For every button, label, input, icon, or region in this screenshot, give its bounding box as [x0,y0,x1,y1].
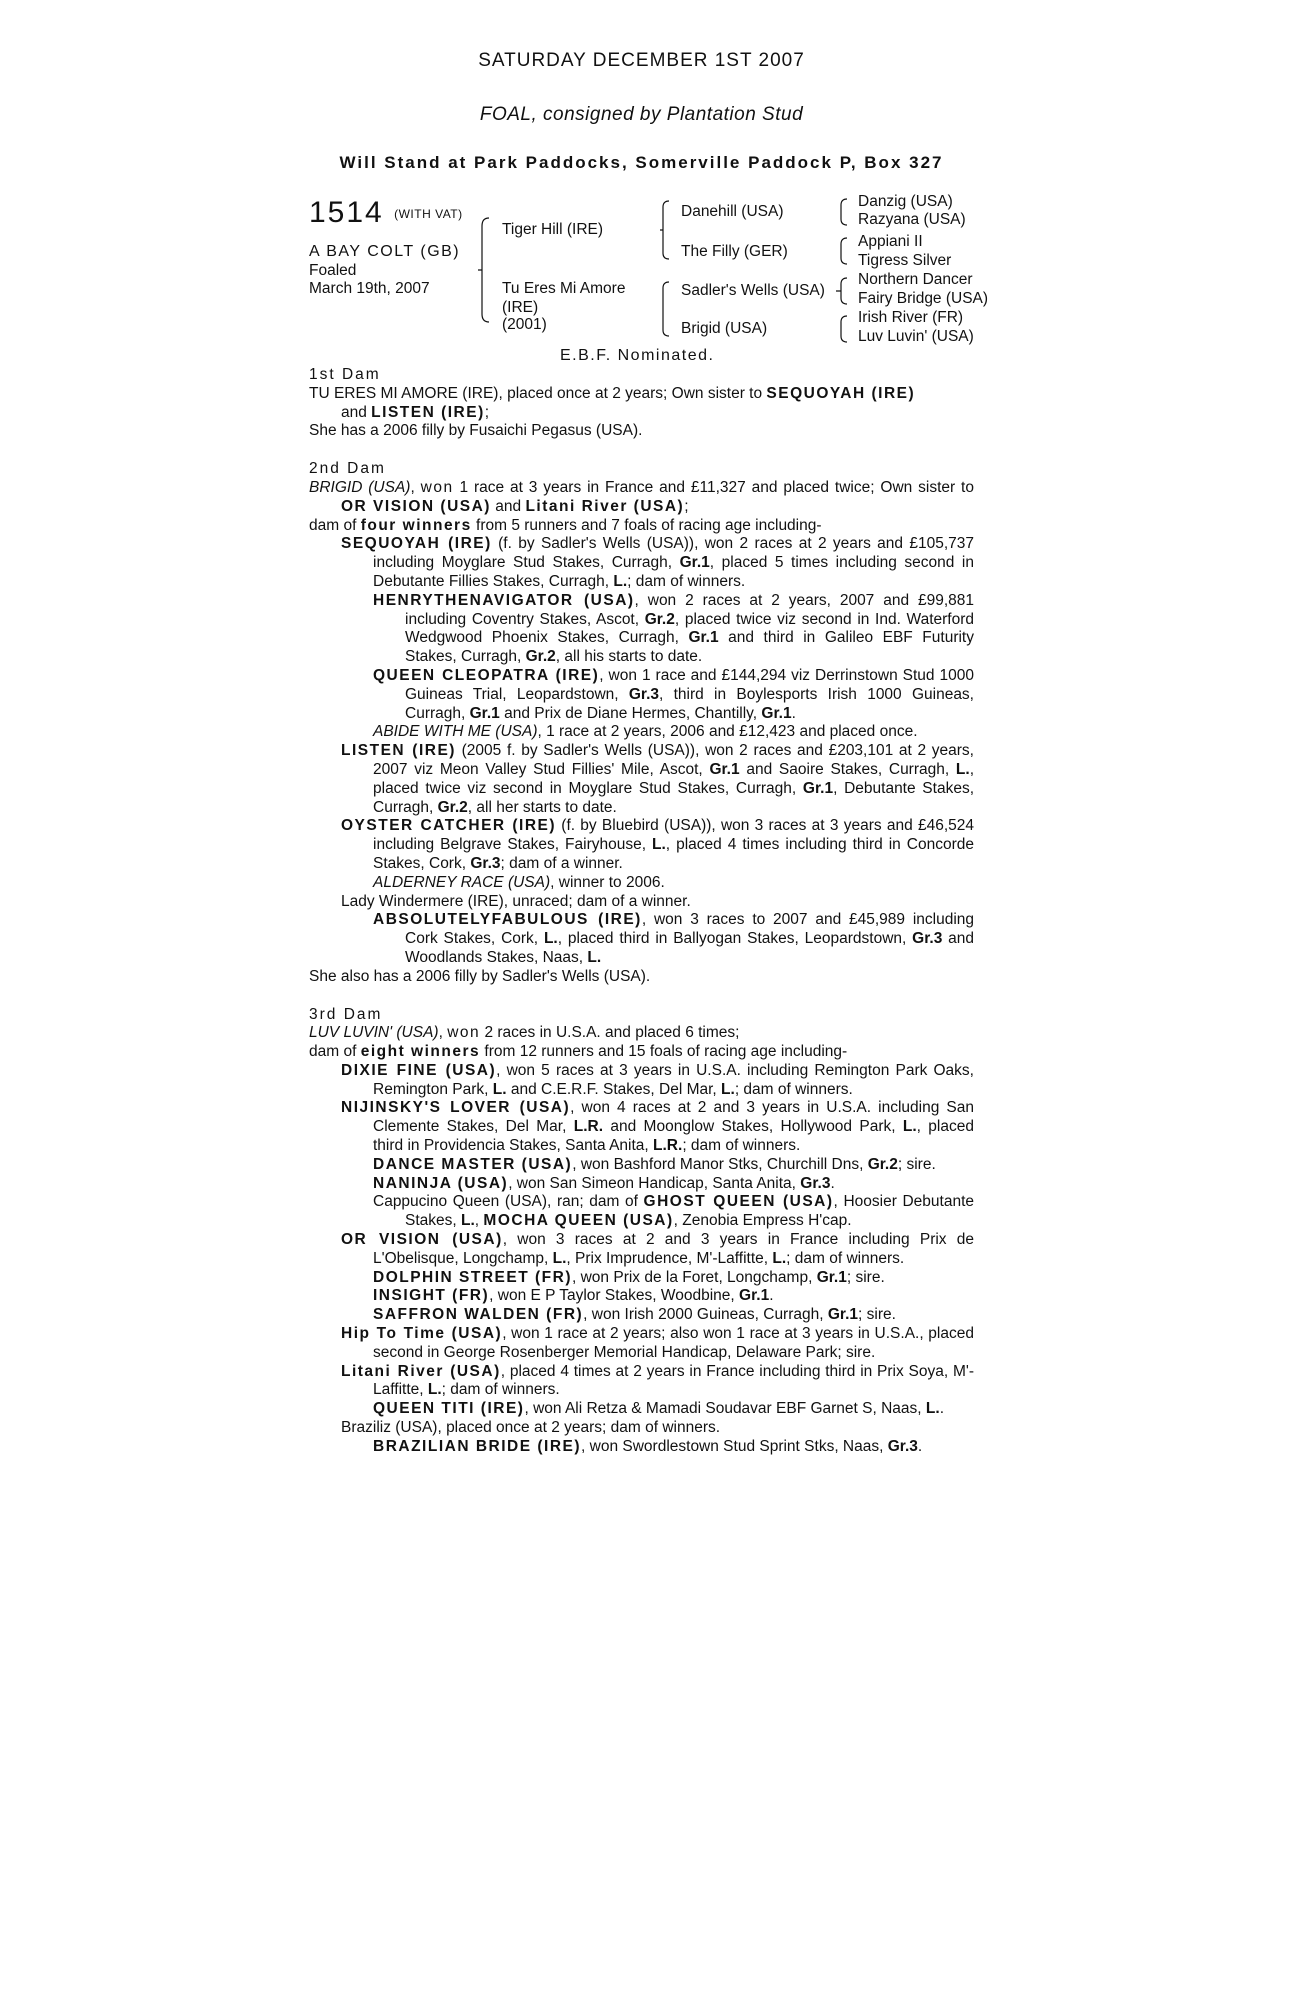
produce-dance-master: DANCE MASTER (USA), won Bashford Manor Stks, Churchill Dns, Gr.2; sire. [373,1155,936,1173]
lot-description: A BAY COLT (GB) [309,243,461,260]
pedigree-dss: Northern Dancer [858,271,973,288]
produce-insight: INSIGHT (FR), won E P Taylor Stakes, Woodbine, Gr.1. [373,1287,774,1305]
lot-number-block [309,196,463,230]
pedigree-sds: Appiani II [858,233,923,250]
produce-saffron-walden: SAFFRON WALDEN (FR), won Irish 2000 Guineas, Curragh, Gr.1; sire. [373,1306,896,1324]
pedigree-ssd: Razyana (USA) [858,211,966,228]
pedigree-dds: Irish River (FR) [858,309,964,326]
produce-braziliz: Braziliz (USA), placed once at 2 years; dam of winners. [341,1419,721,1437]
consignor-line: FOAL, consigned by Plantation Stud [479,104,804,125]
third-dam-heading: 3rd Dam [309,1005,383,1023]
produce-sequoyah: SEQUOYAH (IRE) (f. by Sadler's Wells (USA)), won 2 races at 2 years and £105,737 including Moyglare Stud Stakes, Curragh, Gr.1, placed 5 times including second in Debutante Fillies Stakes, Curragh, L.; dam of winners. [341,535,975,590]
produce-dolphin-street: DOLPHIN STREET (FR), won Prix de la Foret, Longchamp, Gr.1; sire. [373,1268,885,1286]
produce-or-vision: OR VISION (USA), won 3 races at 2 and 3 years in France including Prix de L'Obelisque, Longchamp, L., Prix Imprudence, M'-Laffitte, L.; dam of winners. [341,1231,974,1267]
pedigree-bracket-sire [660,197,670,267]
produce-brazilian-bride: BRAZILIAN BRIDE (IRE), won Swordlestown Stud Sprint Stks, Naas, Gr.3. [373,1437,923,1455]
produce-henrythenavigator: HENRYTHENAVIGATOR (USA), won 2 races at 2 years, 2007 and £99,881 including Coventry Stakes, Ascot, Gr.2, placed twice viz second in Ind. Waterford Wedgwood Phoenix Stakes, Curragh, Gr.1 and third in Galileo EBF Futurity Stakes, Curragh, Gr.2, all his starts to date. [373,591,974,666]
pedigree-bracket-ds [838,276,848,308]
pedigree-sire-dam: The Filly (GER) [681,243,788,260]
second-dam-also: She also has a 2006 filly by Sadler's Wells (USA). [309,967,651,985]
produce-alderney-race: ALDERNEY RACE (USA), winner to 2006. [373,873,665,891]
produce-lady-windermere: Lady Windermere (IRE), unraced; dam of a winner. [341,892,691,910]
first-dam-produce: She has a 2006 filly by Fusaichi Pegasus (USA). [309,422,643,440]
produce-queen-titi: QUEEN TITI (IRE), won Ali Retza & Mamadi Soudavar EBF Garnet S, Naas, L.. [373,1400,945,1418]
pedigree-bracket-dd [838,314,848,346]
first-dam-line1: TU ERES MI AMORE (IRE), placed once at 2 years; Own sister to SEQUOYAH (IRE) [309,384,916,402]
sale-date: SATURDAY DECEMBER 1ST 2007 [478,50,805,71]
pedigree-dam-line2: (IRE) [502,299,539,316]
pedigree-dam-line3: (2001) [502,316,547,333]
stabling-location: Will Stand at Park Paddocks, Somerville Paddock P, Box 327 [339,153,944,172]
foaled-date: March 19th, 2007 [309,280,430,297]
produce-dixie-fine: DIXIE FINE (USA), won 5 races at 3 years in U.S.A. including Remington Park Oaks, Remington Park, L. and C.E.R.F. Stakes, Del Mar, L.; dam of winners. [341,1061,974,1098]
produce-naninja: NANINJA (USA), won San Simeon Handicap, Santa Anita, Gr.3. [373,1174,835,1192]
pedigree-sss: Danzig (USA) [858,193,953,210]
produce-hip-to-time: Hip To Time (USA), won 1 race at 2 years; also won 1 race at 3 years in U.S.A., placed second in George Rosenberger Memorial Handicap, Delaware Park; sire. [341,1325,974,1361]
pedigree-bracket-ss [838,197,848,229]
pedigree-bracket-gen1 [480,210,490,330]
lot-number: 1514 [309,196,384,229]
ebf-nomination: E.B.F. Nominated. [560,347,715,364]
pedigree-bracket-sd [838,236,848,268]
pedigree-sdd: Tigress Silver [858,252,952,269]
second-dam-heading: 2nd Dam [309,460,386,478]
pedigree-bracket-dam [660,278,670,338]
produce-abide-with-me: ABIDE WITH ME (USA), 1 race at 2 years, 2006 and £12,423 and placed once. [373,723,918,741]
first-dam-line2: and LISTEN (IRE); [341,403,490,421]
pedigree-ddd: Luv Luvin' (USA) [858,328,974,345]
pedigree-sire: Tiger Hill (IRE) [502,221,604,238]
produce-litani-river: Litani River (USA), placed 4 times at 2 years in France including third in Prix Soya, M'-Laffitte, L.; dam of winners. [341,1362,974,1399]
pedigree-dam-sire: Sadler's Wells (USA) [681,282,825,299]
catalogue-body [309,366,974,1457]
third-dam-damof: dam of eight winners from 12 runners and 15 foals of racing age including- [309,1043,848,1061]
second-dam-intro: BRIGID (USA), won 1 race at 3 years in France and £11,327 and placed twice; Own sister to OR VISION (USA) and Litani River (USA); [309,478,974,515]
produce-listen: LISTEN (IRE) (2005 f. by Sadler's Wells (USA)), won 2 races and £203,101 at 2 years, 2007 viz Meon Valley Stud Fillies' Mile, Ascot, Gr.1 and Saoire Stakes, Curragh, L., placed twice viz second in Moyglare Stud Stakes, Curragh, Gr.1, Debutante Stakes, Curragh, Gr.2, all her starts to date. [341,742,975,816]
produce-nijinskys-lover: NIJINSKY'S LOVER (USA), won 4 races at 2 and 3 years in U.S.A. including San Clemente Stakes, Del Mar, L.R. and Moonglow Stakes, Hollywood Park, L., placed third in Providencia Stakes, Santa Anita, L.R.; dam of winners. [341,1099,974,1155]
produce-cappucino-queen: Cappucino Queen (USA), ran; dam of GHOST QUEEN (USA), Hoosier Debutante Stakes, L., MOCHA QUEEN (USA), Zenobia Empress H'cap. [373,1193,974,1230]
third-dam-intro: LUV LUVIN' (USA), won 2 races in U.S.A. and placed 6 times; [309,1024,740,1042]
foaled-label: Foaled [309,262,357,279]
second-dam-damof: dam of four winners from 5 runners and 7 foals of racing age including- [309,516,822,534]
produce-absolutelyfabulous: ABSOLUTELYFABULOUS (IRE), won 3 races to 2007 and £45,989 including Cork Stakes, Cork, L., placed third in Ballyogan Stakes, Leopardstown, Gr.3 and Woodlands Stakes, Naas, L. [373,911,975,966]
pedigree-dam-line1: Tu Eres Mi Amore [502,280,626,297]
first-dam-heading: 1st Dam [309,366,381,383]
pedigree-dam-dam: Brigid (USA) [681,320,768,337]
produce-queen-cleopatra: QUEEN CLEOPATRA (IRE), won 1 race and £144,294 viz Derrinstown Stud 1000 Guineas Trial, Leopardstown, Gr.3, third in Boylesports Irish 1000 Guineas, Curragh, Gr.1 and Prix de Diane Hermes, Chantilly, Gr.1. [373,666,974,722]
vat-note: (WITH VAT) [394,207,463,222]
produce-oyster-catcher: OYSTER CATCHER (IRE) (f. by Bluebird (USA)), won 3 races at 3 years and £46,524 including Belgrave Stakes, Fairyhouse, L., placed 4 times including third in Concorde Stakes, Cork, Gr.3; dam of a winner. [341,817,974,872]
pedigree-sire-sire: Danehill (USA) [681,203,784,220]
pedigree-dsd: Fairy Bridge (USA) [858,290,989,307]
